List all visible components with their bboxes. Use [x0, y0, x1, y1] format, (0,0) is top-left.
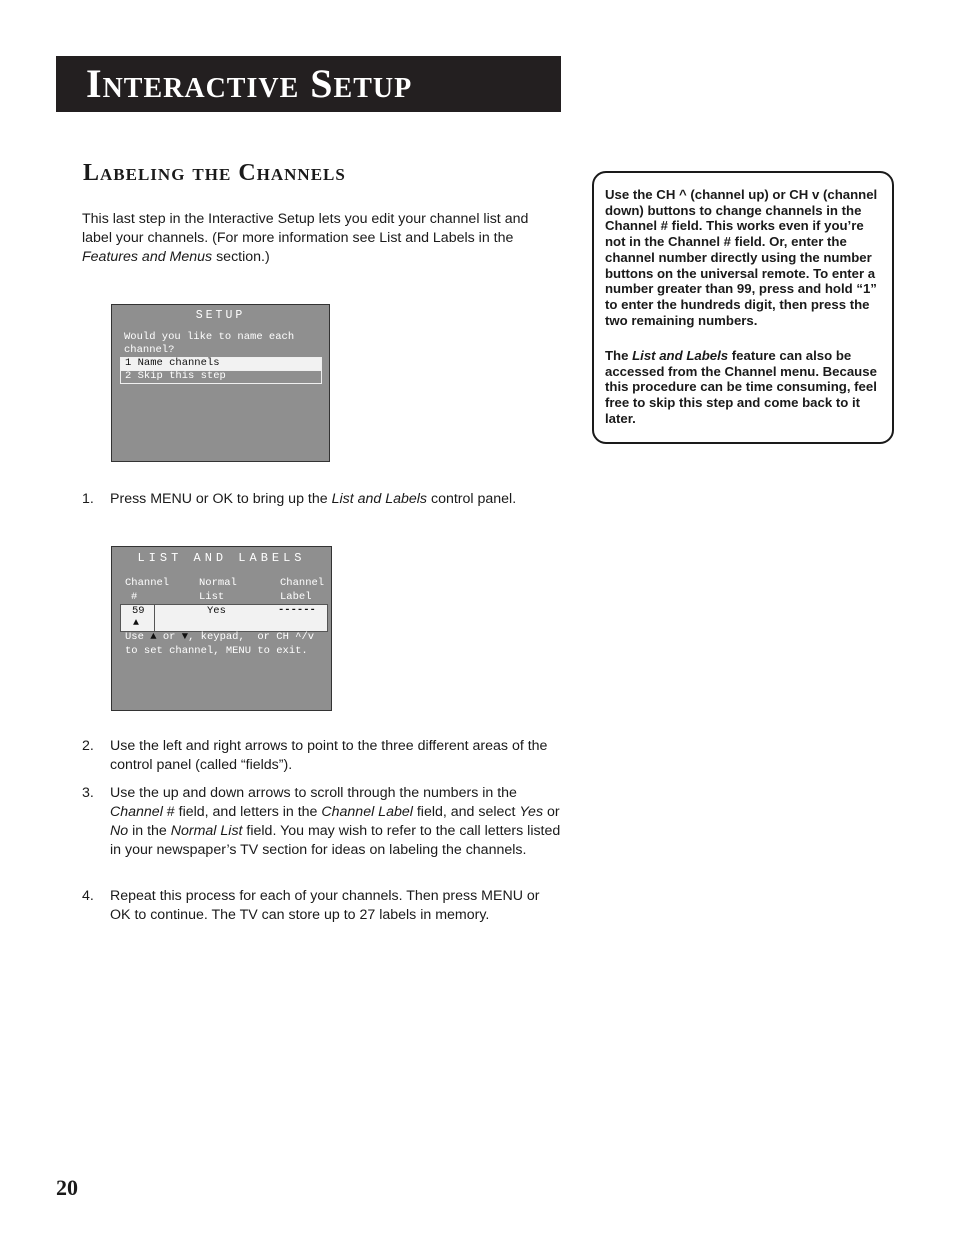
setup-screen-title: SETUP	[195, 309, 246, 322]
step-1-number: 1.	[82, 491, 94, 507]
step-2-text: Use the left and right arrows to point to the three different areas of the control panel (called “fields”).	[110, 738, 548, 773]
step-4-text: Repeat this process for each of your channels. Then press MENU or OK to continue. The TV can store up to 27 labels in memory.	[110, 888, 540, 923]
col-channel-header: Channel	[125, 577, 170, 589]
channel-row	[120, 604, 328, 632]
step-4-number: 4.	[82, 888, 94, 904]
hint-line-2: to set channel, MENU to exit.	[125, 645, 308, 657]
option-skip-step[interactable]	[120, 370, 322, 384]
normal-list-field[interactable]: Yes	[207, 605, 226, 617]
tip-paragraph-1: Use the CH ^ (channel up) or CH v (channel down) buttons to change channels in the Channel # field. This works even if you’re not in the Channel # field. Or, enter the channel number directly using the number buttons on the universal remote. To enter a number greater than 99, press and hold “1” to enter the hundreds digit, then press the two remaining numbers.	[605, 187, 878, 328]
col-normal-header-2: List	[199, 591, 225, 603]
step-3-text: Use the up and down arrows to scroll through the numbers in the Channel # field, and letters in the Channel Label field, and select Yes or No in the Normal List field. You may wish to refer to the call letters listed in your newspaper’s TV section for ideas on labeling the channels.	[110, 785, 561, 858]
step-1-text: Press MENU or OK to bring up the List and Labels control panel.	[110, 491, 517, 507]
list-labels-screen	[111, 546, 332, 711]
tip-paragraph-2: The List and Labels feature can also be accessed from the Channel menu. Because this procedure can be time consuming, feel free to skip this step and come back to it later.	[605, 348, 877, 426]
intro-italic: Features and Menus	[82, 249, 213, 265]
hint-line-1: Use ▲ or ▼, keypad, or CH ^/v	[125, 631, 315, 643]
option-name-channels-label: 1 Name channels	[125, 357, 220, 369]
header-banner	[56, 56, 561, 112]
option-name-channels[interactable]	[120, 357, 322, 371]
list-screen-title: LIST AND LABELS	[137, 551, 306, 565]
col-label-header-2: Label	[280, 591, 312, 603]
channel-number-value: 59	[132, 605, 145, 617]
option-skip-step-label: 2 Skip this step	[125, 370, 226, 382]
col-normal-header: Normal	[199, 577, 237, 589]
channel-number-field[interactable]	[121, 605, 155, 631]
banner-title: Interactive Setup	[86, 61, 413, 106]
setup-screen	[111, 304, 330, 462]
setup-question-line2: channel?	[124, 344, 175, 356]
col-label-header: Channel	[280, 577, 325, 589]
col-channel-header-2: #	[131, 591, 138, 603]
intro-text-1: This last step in the Interactive Setup lets you edit your channel list and label your channels. (For more information see List and Labels in the	[82, 211, 529, 246]
down-triangle-icon: ▼	[181, 631, 189, 643]
step-3-number: 3.	[82, 785, 94, 801]
up-arrow-icon: ▲	[133, 618, 140, 629]
setup-question-line1: Would you like to name each	[124, 331, 295, 343]
section-title: Labeling the Channels	[83, 160, 346, 186]
channel-label-field[interactable]: ------	[278, 604, 316, 616]
intro-paragraph	[82, 210, 562, 267]
step-2-number: 2.	[82, 738, 94, 754]
up-triangle-icon: ▲	[150, 631, 157, 643]
intro-text-2: section.)	[212, 249, 270, 265]
page-number: 20	[56, 1175, 78, 1200]
tip-box	[592, 171, 894, 444]
